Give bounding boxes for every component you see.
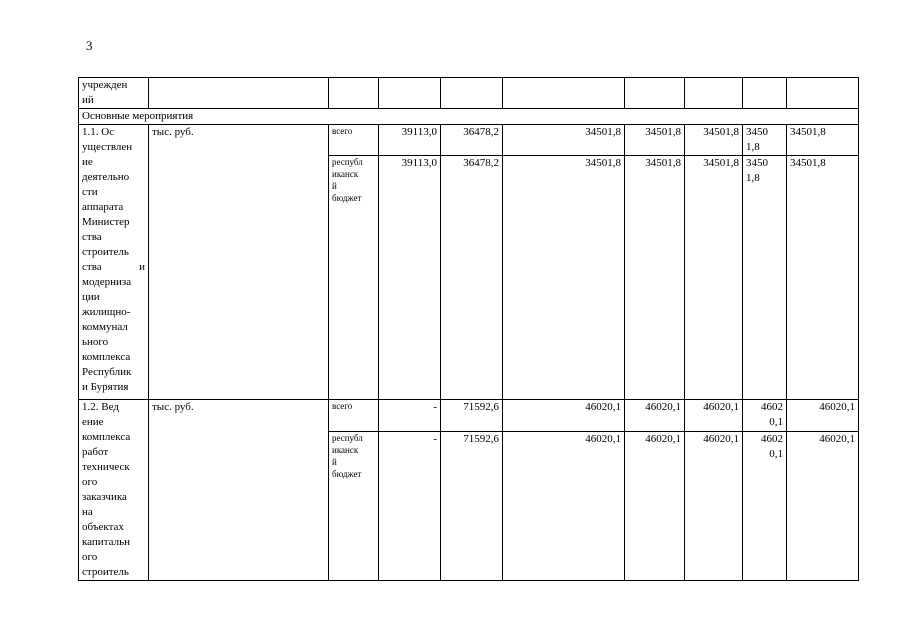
table-row-continuation	[79, 78, 859, 109]
value-cell: 46020,1	[625, 431, 685, 580]
value-cell: 34501,8	[625, 125, 685, 156]
continuation-cell: учрежден ий	[79, 78, 149, 109]
table-row	[79, 125, 859, 156]
value-cell: 34501,8	[787, 125, 859, 156]
source-cell: республ иканск й бюджет	[329, 156, 379, 400]
value-cell: -	[379, 400, 441, 432]
value-cell: 36478,2	[441, 125, 503, 156]
value-cell: 34501,8	[787, 156, 859, 400]
activity-name-1-2: 1.2. Вед ение комплекса работ техническ ого заказчика на объектах капитальн ого строитель	[79, 400, 149, 581]
value-cell: -	[379, 431, 441, 580]
source-cell: всего	[329, 125, 379, 156]
value-cell: 71592,6	[441, 431, 503, 580]
value-cell-split: 4602 0,1	[743, 431, 787, 580]
unit-cell: тыс. руб.	[149, 400, 329, 581]
source-cell: всего	[329, 400, 379, 432]
value-cell: 39113,0	[379, 125, 441, 156]
value-cell: 34501,8	[685, 156, 743, 400]
value-cell: 46020,1	[625, 400, 685, 432]
value-cell: 46020,1	[503, 400, 625, 432]
value-cell: 34501,8	[503, 156, 625, 400]
budget-table	[78, 77, 859, 581]
value-cell: 36478,2	[441, 156, 503, 400]
value-cell: 34501,8	[503, 125, 625, 156]
page-number: 3	[86, 38, 93, 53]
section-header: Основные мероприятия	[79, 109, 859, 125]
value-cell: 34501,8	[625, 156, 685, 400]
value-cell-split: 3450 1,8	[743, 125, 787, 156]
value-cell: 34501,8	[685, 125, 743, 156]
value-cell-split: 4602 0,1	[743, 400, 787, 432]
source-cell: республ иканск й бюджет	[329, 431, 379, 580]
value-cell: 39113,0	[379, 156, 441, 400]
value-cell: 71592,6	[441, 400, 503, 432]
value-cell-split: 3450 1,8	[743, 156, 787, 400]
value-cell: 46020,1	[503, 431, 625, 580]
unit-cell: тыс. руб.	[149, 125, 329, 400]
section-header-row	[79, 109, 859, 125]
table-row	[79, 400, 859, 432]
value-cell: 46020,1	[685, 431, 743, 580]
value-cell: 46020,1	[787, 400, 859, 432]
activity-name-1-1: 1.1. Ос уществлен ие деятельно сти аппарата Министер ства строитель ства и модерниза ции жилищно- коммунал ьного комплекса Республик и Бурятия	[79, 125, 149, 400]
value-cell: 46020,1	[685, 400, 743, 432]
value-cell: 46020,1	[787, 431, 859, 580]
